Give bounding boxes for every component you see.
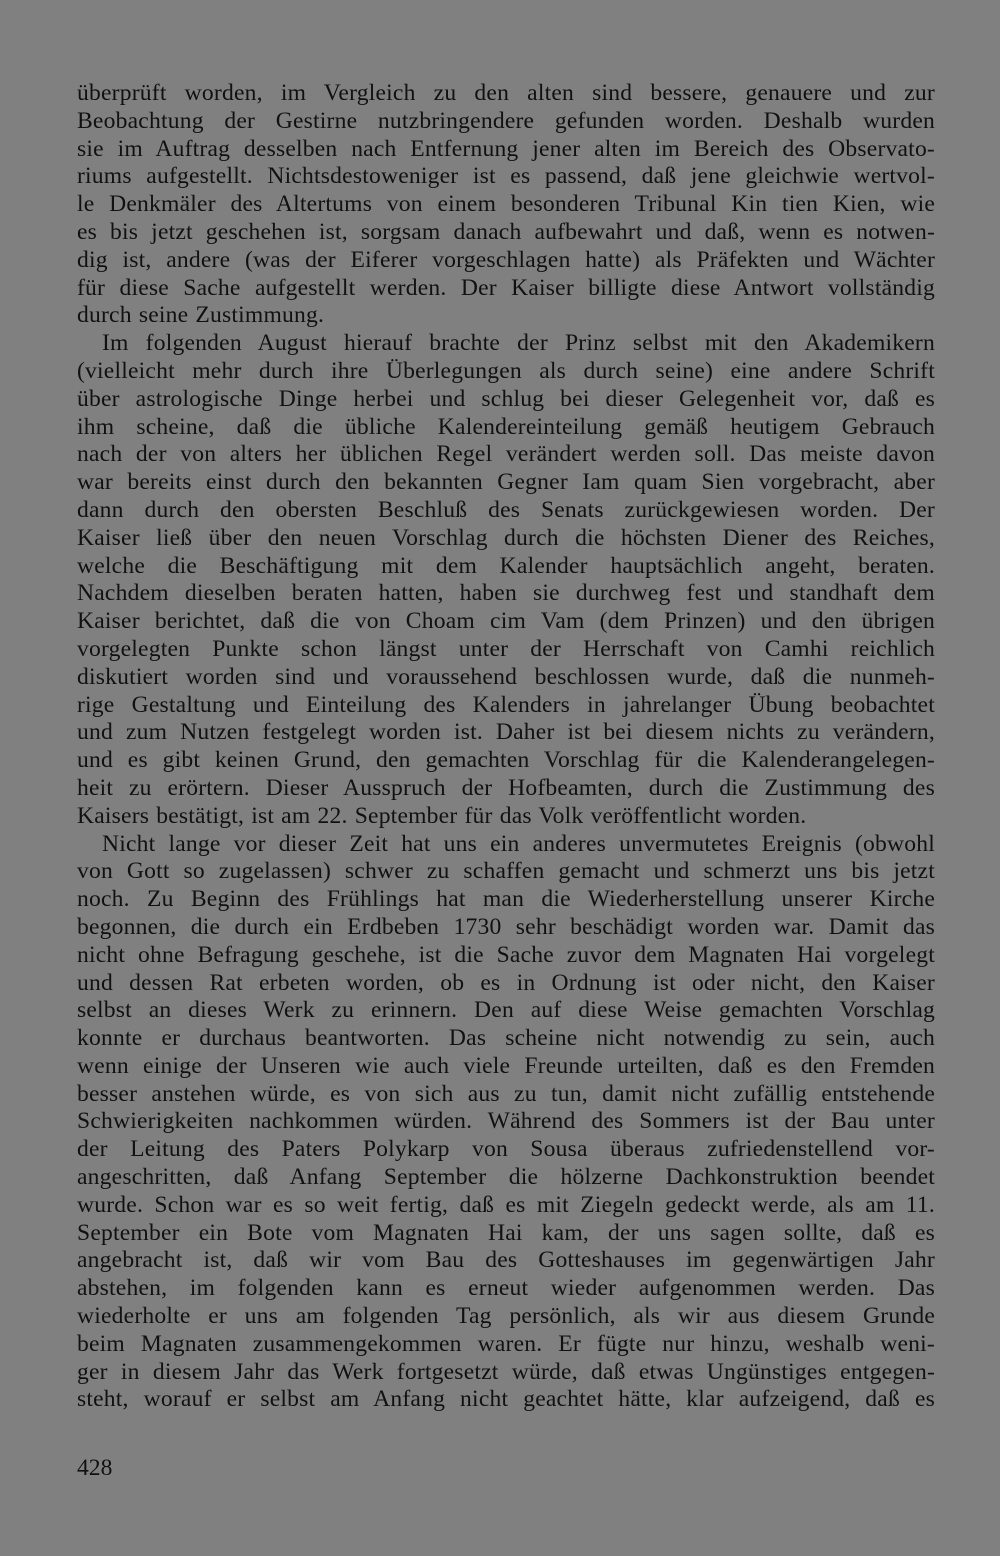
paragraph [77, 330, 935, 830]
text-line: angebracht ist, daß wir vom Bau des Gotteshauses im gegenwärtigen Jahr [77, 1247, 935, 1274]
text-line: Kaiser berichtet, daß die von Choam cim Vam (dem Prinzen) und den übrigen [77, 608, 935, 635]
text-line: Kaiser ließ über den neuen Vorschlag durch die höchsten Diener des Reiches, [77, 524, 935, 551]
text-line: wenn einige der Unseren wie auch viele Freunde urteilten, daß es den Fremden [77, 1052, 935, 1079]
text-line: abstehen, im folgenden kann es erneut wieder aufgenommen werden. Das [77, 1275, 935, 1302]
text-line: dann durch den obersten Beschluß des Senats zurückgewiesen worden. Der [77, 496, 935, 523]
text-line: konnte er durchaus beantworten. Das scheine nicht notwendig zu sein, auch [77, 1025, 935, 1052]
text-line: wurde. Schon war es so weit fertig, daß es mit Ziegeln gedeckt werde, als am 11. [77, 1191, 935, 1218]
text-line: welche die Beschäftigung mit dem Kalender hauptsächlich angeht, beraten. [77, 552, 935, 579]
text-line: es bis jetzt geschehen ist, sorgsam danach aufbewahrt und daß, wenn es notwen- [77, 218, 935, 245]
text-line: besser anstehen würde, es von sich aus zu tun, damit nicht zufällig entstehende [77, 1080, 935, 1107]
text-line: Nachdem dieselben beraten hatten, haben sie durchweg fest und standhaft dem [77, 580, 935, 607]
text-line: le Denkmäler des Altertums von einem besonderen Tribunal Kin tien Kien, wie [77, 191, 935, 218]
text-line: riums aufgestellt. Nichtsdestoweniger ist es passend, daß jene gleichwie wertvol- [77, 163, 935, 190]
text-line: September ein Bote vom Magnaten Hai kam, der uns sagen sollte, daß es [77, 1219, 935, 1246]
text-line: Schwierigkeiten nachkommen würden. Während des Sommers ist der Bau unter [77, 1108, 935, 1135]
text-line: von Gott so zugelassen) schwer zu schaffen gemacht und schmerzt uns bis jetzt [77, 858, 935, 885]
text-line: war bereits einst durch den bekannten Gegner Iam quam Sien vorgebracht, aber [77, 469, 935, 496]
text-line: und zum Nutzen festgelegt worden ist. Daher ist bei diesem nichts zu verändern, [77, 719, 935, 746]
text-line: diskutiert worden sind und voraussehend beschlossen wurde, daß die nunmeh- [77, 663, 935, 690]
text-line: beim Magnaten zusammengekommen waren. Er fügte nur hinzu, weshalb weni- [77, 1330, 935, 1357]
paragraph [77, 80, 935, 330]
page-number: 428 [77, 1455, 113, 1481]
text-line: der Leitung des Paters Polykarp von Sousa überaus zufriedenstellend vor- [77, 1136, 935, 1163]
text-line: (vielleicht mehr durch ihre Überlegungen als durch seine) eine andere Schrift [77, 357, 935, 384]
text-line: ger in diesem Jahr das Werk fortgesetzt würde, daß etwas Ungünstiges entgegen- [77, 1358, 935, 1385]
text-line: über astrologische Dinge herbei und schlug bei dieser Gelegenheit vor, daß es [77, 385, 935, 412]
text-line: Im folgenden August hierauf brachte der Prinz selbst mit den Akademikern [102, 330, 935, 357]
text-line: angeschritten, daß Anfang September die hölzerne Dachkonstruktion beendet [77, 1164, 935, 1191]
text-line: für diese Sache aufgestellt werden. Der Kaiser billigte diese Antwort vollständig [77, 274, 935, 301]
text-line: durch seine Zustimmung. [77, 302, 325, 329]
text-line: Kaisers bestätigt, ist am 22. September für das Volk veröffentlicht worden. [77, 802, 807, 829]
text-line: Beobachtung der Gestirne nutzbringendere gefunden worden. Deshalb wurden [77, 107, 935, 134]
text-line: dig ist, andere (was der Eiferer vorgeschlagen hatte) als Präfekten und Wächter [77, 246, 935, 273]
text-line: und es gibt keinen Grund, den gemachten Vorschlag für die Kalenderangelegen- [77, 747, 935, 774]
text-line: heit zu erörtern. Dieser Ausspruch der Hofbeamten, durch die Zustimmung des [77, 774, 935, 801]
text-line: steht, worauf er selbst am Anfang nicht geachtet hätte, klar aufzeigend, daß es [77, 1386, 935, 1413]
text-line: vorgelegten Punkte schon längst unter der Herrschaft von Camhi reichlich [77, 635, 935, 662]
text-line: nicht ohne Befragung geschehe, ist die Sache zuvor dem Magnaten Hai vorgelegt [77, 941, 935, 968]
paragraph [77, 831, 935, 1415]
text-line: rige Gestaltung und Einteilung des Kalenders in jahrelanger Übung beobachtet [77, 691, 935, 718]
text-line: überprüft worden, im Vergleich zu den alten sind bessere, genauere und zur [77, 80, 935, 106]
text-line: wiederholte er uns am folgenden Tag persönlich, als wir aus diesem Grunde [77, 1303, 935, 1330]
text-line: und dessen Rat erbeten worden, ob es in Ordnung ist oder nicht, den Kaiser [77, 969, 935, 996]
text-line: begonnen, die durch ein Erdbeben 1730 sehr beschädigt worden war. Damit das [77, 913, 935, 940]
page-body [77, 80, 935, 1414]
text-line: nach der von alters her üblichen Regel verändert werden soll. Das meiste davon [77, 441, 935, 468]
text-line: selbst an dieses Werk zu erinnern. Den auf diese Weise gemachten Vorschlag [77, 997, 935, 1024]
text-line: noch. Zu Beginn des Frühlings hat man die Wiederherstellung unserer Kirche [77, 886, 935, 913]
text-line: Nicht lange vor dieser Zeit hat uns ein anderes unvermutetes Ereignis (obwohl [102, 830, 935, 857]
text-line: sie im Auftrag desselben nach Entfernung jener alten im Bereich des Observato- [77, 135, 935, 162]
text-line: ihm scheine, daß die übliche Kalendereinteilung gemäß heutigem Gebrauch [77, 413, 935, 440]
